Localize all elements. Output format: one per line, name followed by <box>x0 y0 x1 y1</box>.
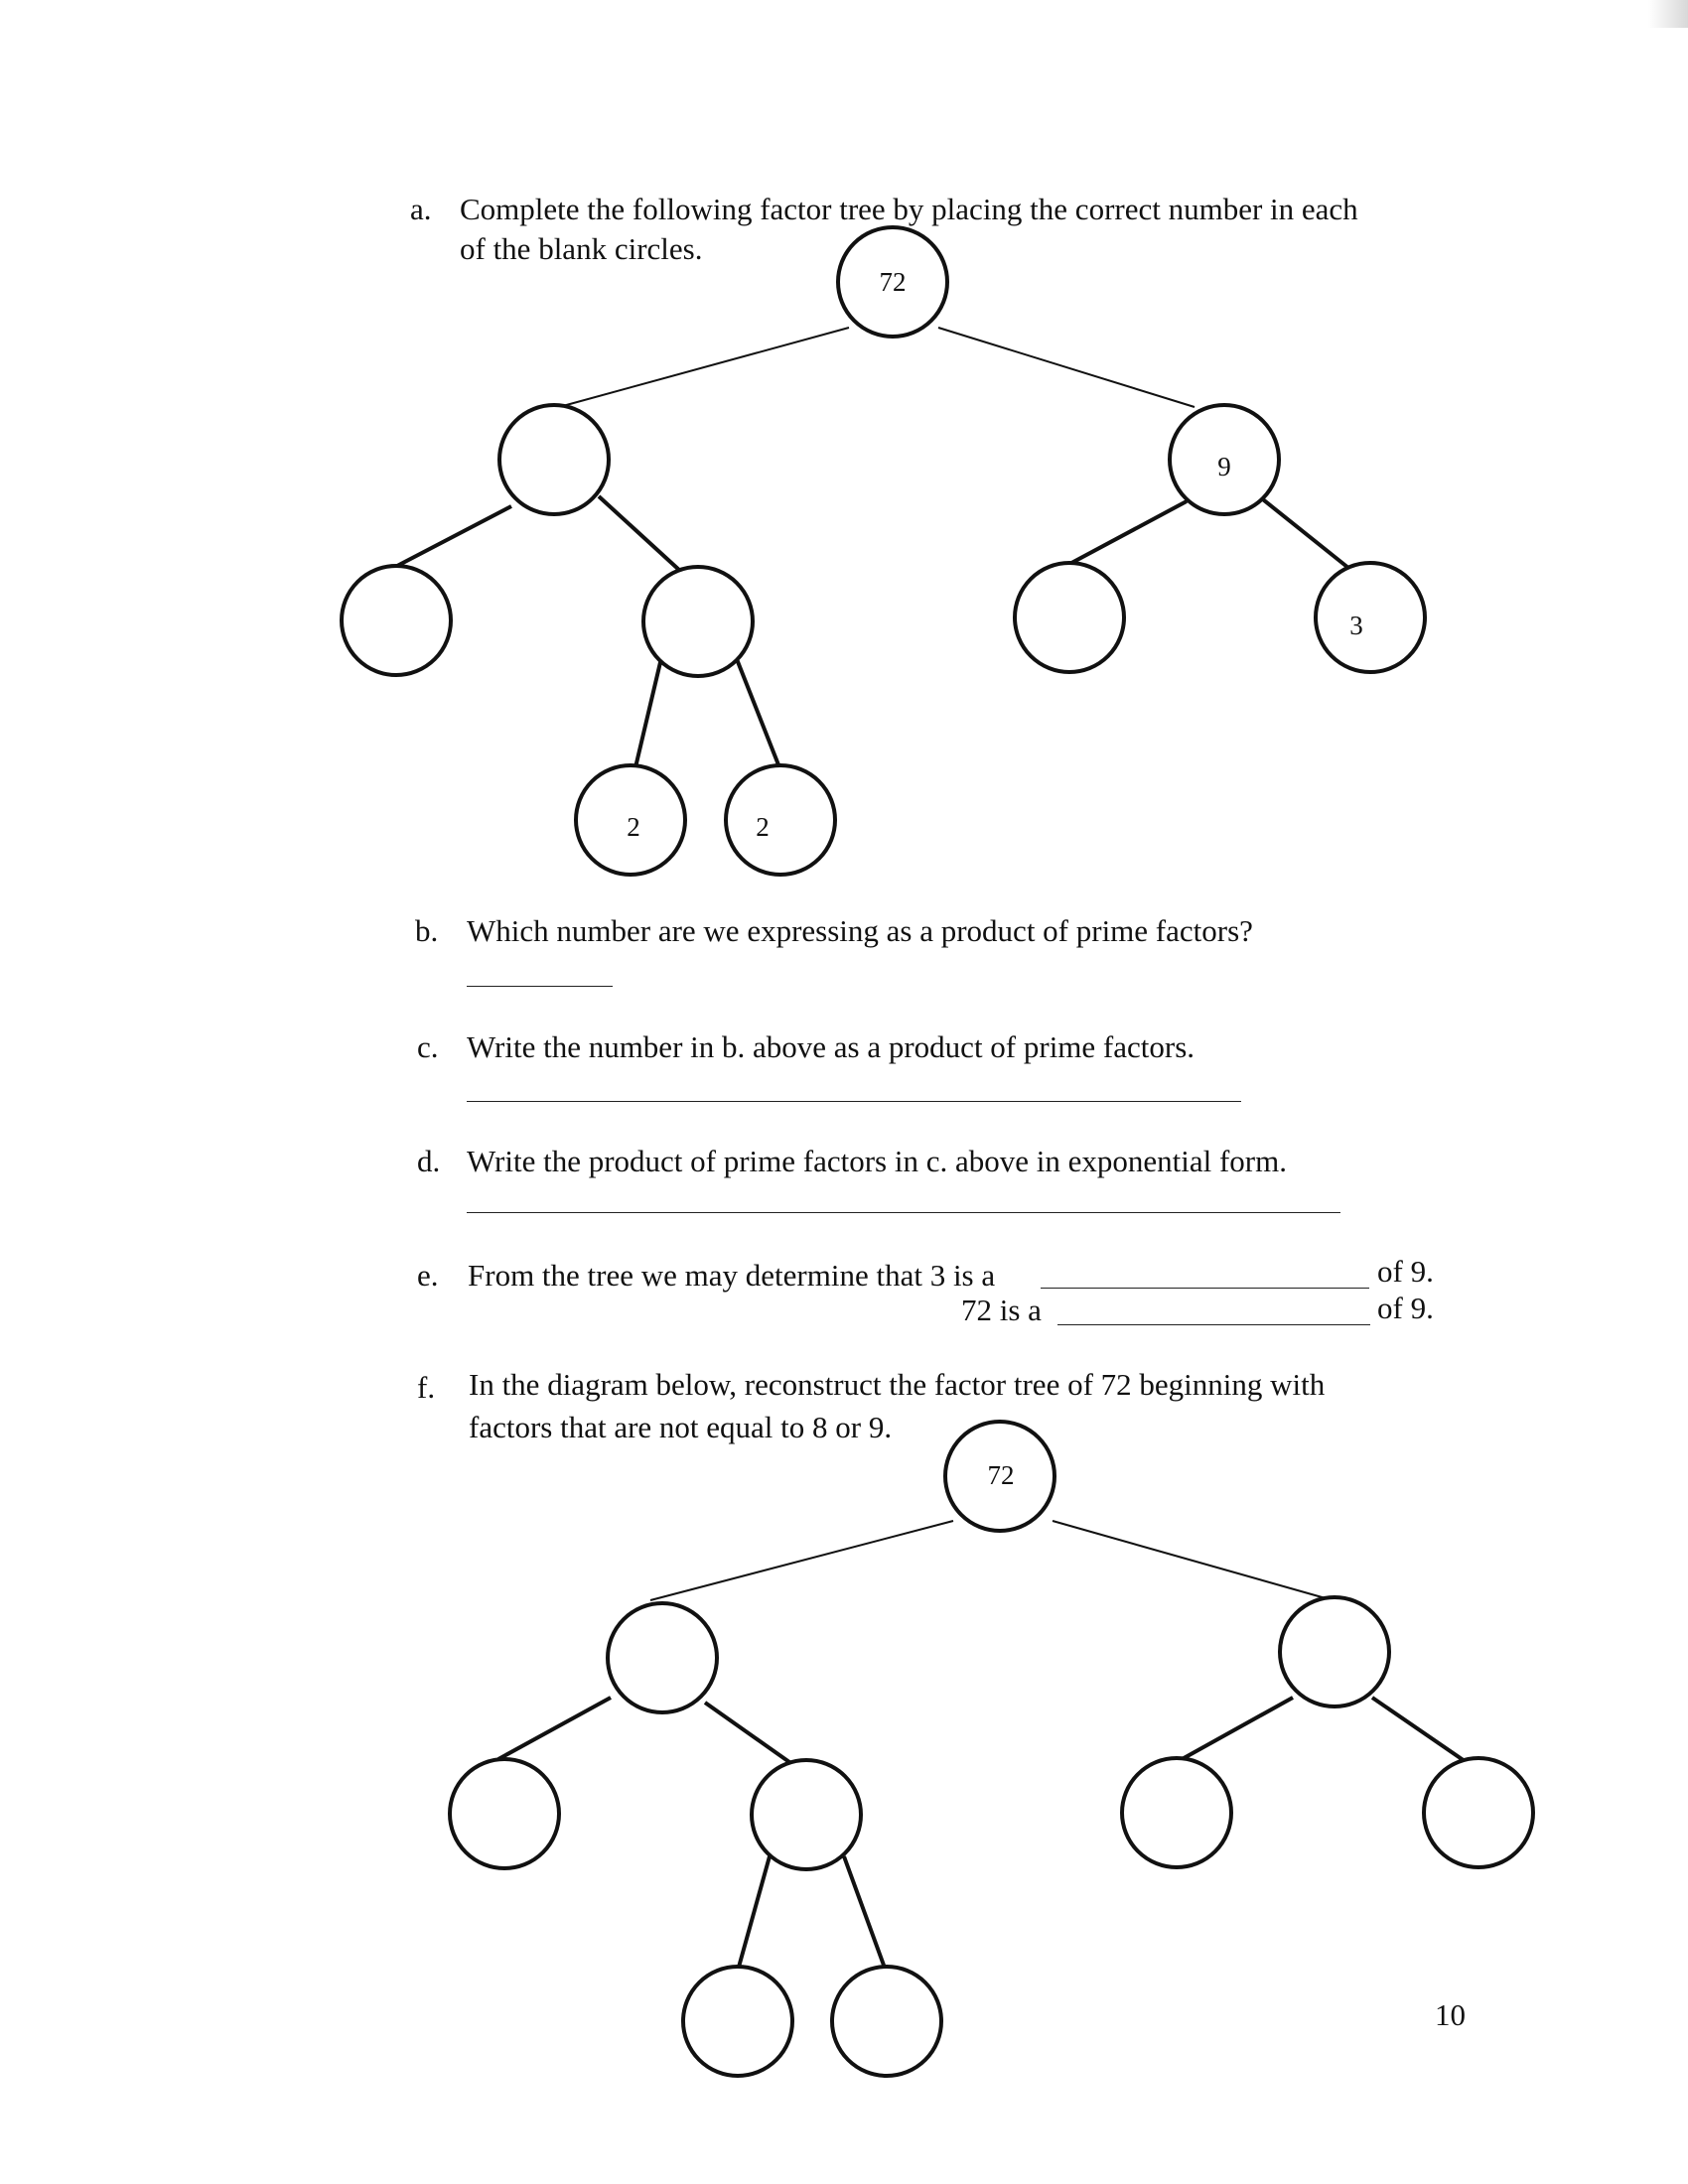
question-e-line2-suffix: of 9. <box>1377 1291 1434 1325</box>
tree2-node-right-right[interactable] <box>1424 1758 1533 1867</box>
tree2-branch-left-left <box>498 1698 611 1759</box>
question-e-line1-suffix: of 9. <box>1377 1254 1434 1289</box>
question-c-marker: c. <box>417 1029 439 1064</box>
page-number: 10 <box>1435 1997 1466 2032</box>
tree2-branch-root-right <box>1053 1521 1326 1598</box>
question-b-marker: b. <box>415 913 439 948</box>
tree2-branches <box>498 1521 1468 1971</box>
tree2-branch-lr-right <box>844 1856 886 1971</box>
tree2-branch-left-right <box>705 1703 789 1762</box>
question-f-line1: In the diagram below, reconstruct the factor tree of 72 beginning with <box>469 1367 1326 1402</box>
tree2-node-left-left[interactable] <box>450 1759 559 1868</box>
tree1-node-right-right-label: 3 <box>1349 611 1363 640</box>
question-c-text: Write the number in b. above as a product of prime factors. <box>467 1029 1196 1064</box>
tree2-node-lr-right[interactable] <box>832 1967 941 2076</box>
tree1-node-lr-left-label: 2 <box>627 812 640 842</box>
tree1-node-lr-right-label: 2 <box>756 812 770 842</box>
question-d-marker: d. <box>417 1144 441 1178</box>
question-f-marker: f. <box>417 1370 436 1405</box>
tree1-node-root-label: 72 <box>879 267 907 297</box>
tree2-node-lr-left[interactable] <box>683 1967 792 2076</box>
tree2-node-root-label: 72 <box>987 1460 1015 1490</box>
tree2-node-left[interactable] <box>608 1603 717 1712</box>
question-e-marker: e. <box>417 1258 439 1293</box>
tree2-branch-lr-left <box>738 1856 770 1971</box>
tree2-node-right-left[interactable] <box>1122 1758 1231 1867</box>
question-e-line2-prefix: 72 is a <box>961 1293 1042 1327</box>
question-a-marker: a. <box>410 192 432 226</box>
question-a-line2: of the blank circles. <box>460 231 703 266</box>
tree2-node-right[interactable] <box>1280 1597 1389 1706</box>
tree2-branch-right-right <box>1372 1698 1468 1763</box>
question-e-line1-prefix: From the tree we may determine that 3 is a <box>468 1258 996 1293</box>
tree1-node-right-label: 9 <box>1217 452 1231 481</box>
question-d-text: Write the product of prime factors in c. above in exponential form. <box>467 1144 1287 1178</box>
tree2-branch-root-left <box>650 1521 953 1600</box>
question-f-line2: factors that are not equal to 8 or 9. <box>469 1410 893 1444</box>
tree2-branch-right-left <box>1177 1698 1293 1762</box>
question-a-line1: Complete the following factor tree by placing the correct number in each <box>460 192 1358 226</box>
tree2-node-left-right[interactable] <box>752 1760 861 1869</box>
question-b-text: Which number are we expressing as a product of prime factors? <box>467 913 1253 948</box>
